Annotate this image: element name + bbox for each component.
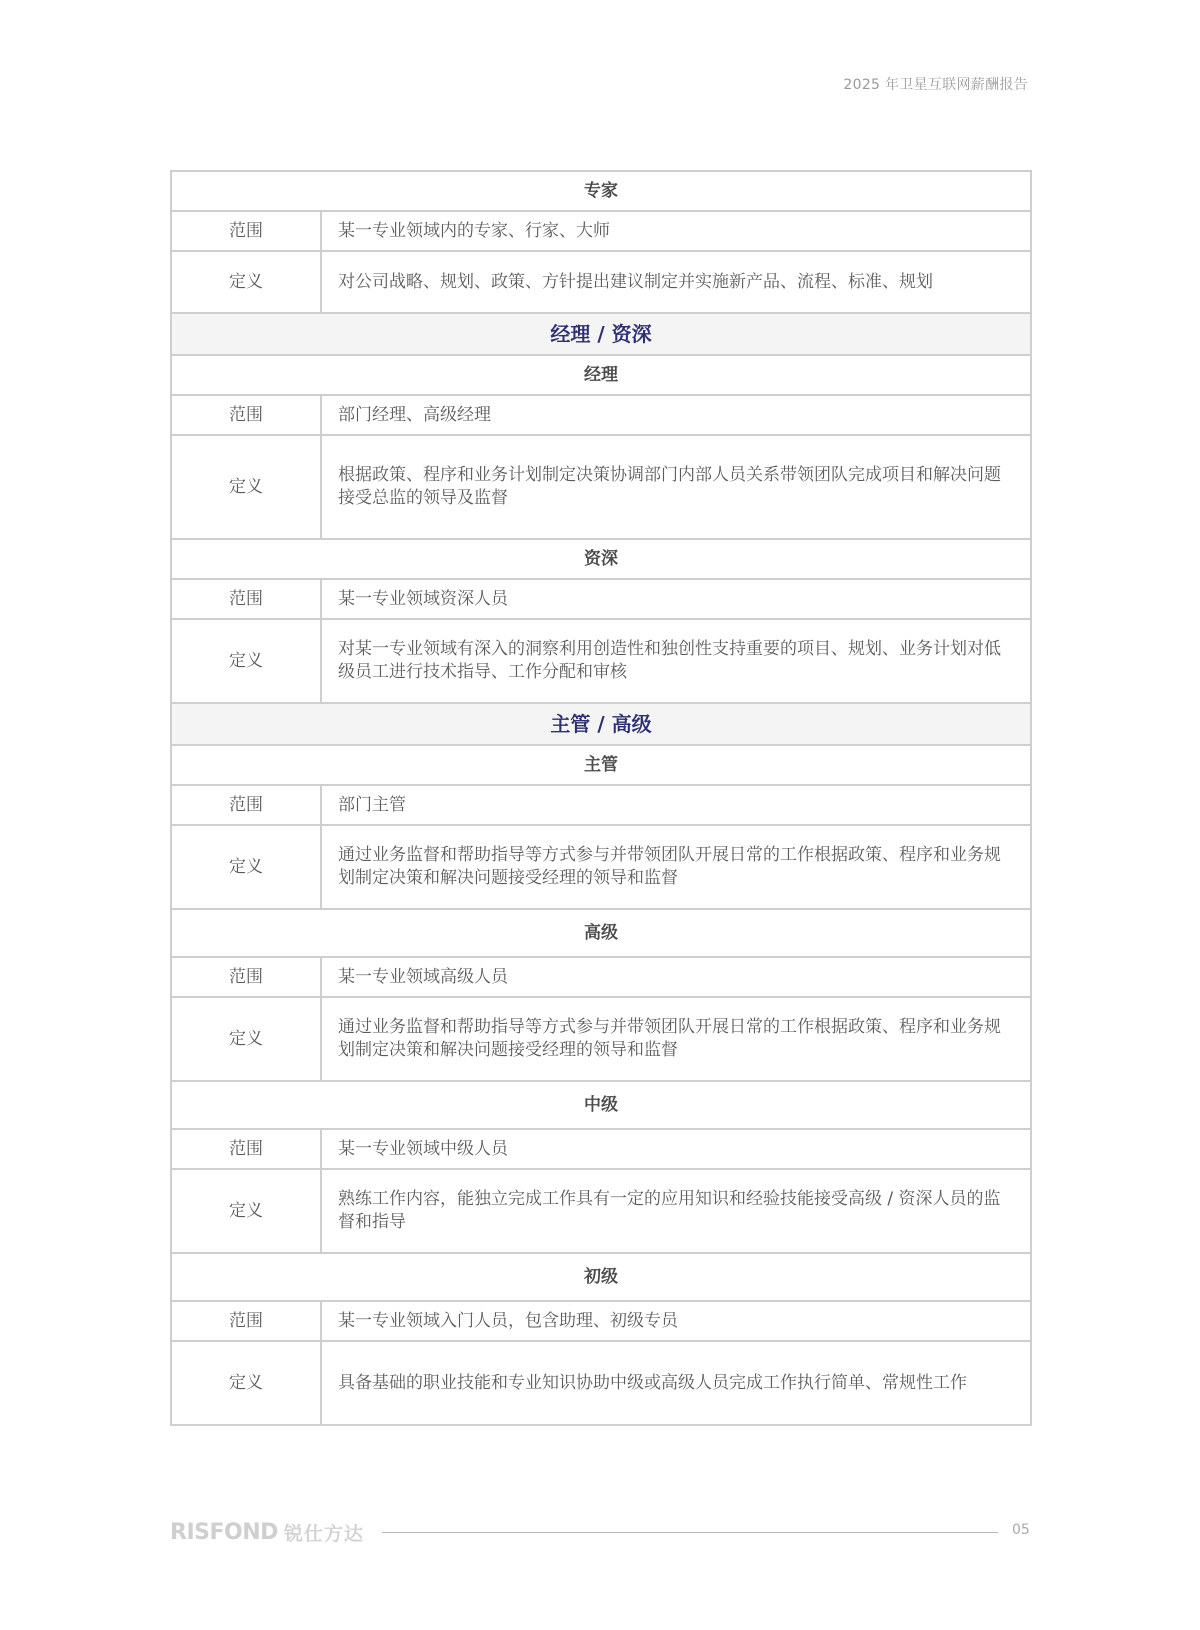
group-header-row	[171, 703, 1031, 745]
row-text: 通过业务监督和帮助指导等方式参与并带领团队开展日常的工作根据政策、程序和业务规划制定决策和解决问题接受经理的领导和监督	[321, 825, 1031, 909]
section-title: 专家	[171, 171, 1031, 211]
table-row	[171, 1129, 1031, 1169]
table-row	[171, 957, 1031, 997]
job-level-table-body	[171, 171, 1031, 1425]
row-label: 范围	[171, 957, 321, 997]
section-header-row	[171, 1253, 1031, 1301]
row-text: 根据政策、程序和业务计划制定决策协调部门内部人员关系带领团队完成项目和解决问题接受总监的领导及监督	[321, 435, 1031, 539]
table-row	[171, 825, 1031, 909]
section-header-row	[171, 171, 1031, 211]
row-text: 具备基础的职业技能和专业知识协助中级或高级人员完成工作执行简单、常规性工作	[321, 1341, 1031, 1425]
section-header-row	[171, 1081, 1031, 1129]
logo-latin-text: RISFOND	[170, 1519, 278, 1545]
risfond-logo	[170, 1518, 364, 1546]
table-row	[171, 579, 1031, 619]
logo-chinese-text: 锐仕方达	[283, 1522, 364, 1545]
section-header-row	[171, 539, 1031, 579]
section-header-row	[171, 745, 1031, 785]
table-row	[171, 395, 1031, 435]
section-title: 高级	[171, 909, 1031, 957]
table-row	[171, 785, 1031, 825]
row-label: 定义	[171, 825, 321, 909]
table-row	[171, 251, 1031, 313]
footer-divider	[382, 1532, 998, 1533]
section-title: 经理	[171, 355, 1031, 395]
table-row	[171, 1341, 1031, 1425]
row-label: 范围	[171, 579, 321, 619]
row-text: 对某一专业领域有深入的洞察利用创造性和独创性支持重要的项目、规划、业务计划对低级员工进行技术指导、工作分配和审核	[321, 619, 1031, 703]
section-title: 资深	[171, 539, 1031, 579]
row-text: 部门经理、高级经理	[321, 395, 1031, 435]
section-header-row	[171, 909, 1031, 957]
row-label: 范围	[171, 1129, 321, 1169]
table-row	[171, 211, 1031, 251]
group-header-row	[171, 313, 1031, 355]
row-text: 部门主管	[321, 785, 1031, 825]
table-row	[171, 997, 1031, 1081]
job-level-table-container	[170, 170, 1030, 1426]
row-label: 范围	[171, 395, 321, 435]
row-label: 范围	[171, 211, 321, 251]
row-text: 熟练工作内容，能独立完成工作具有一定的应用知识和经验技能接受高级 / 资深人员的监督和指导	[321, 1169, 1031, 1253]
row-label: 范围	[171, 1301, 321, 1341]
table-row	[171, 619, 1031, 703]
row-label: 定义	[171, 251, 321, 313]
table-row	[171, 1301, 1031, 1341]
job-level-table	[170, 170, 1032, 1426]
section-header-row	[171, 355, 1031, 395]
row-text: 对公司战略、规划、政策、方针提出建议制定并实施新产品、流程、标准、规划	[321, 251, 1031, 313]
table-row	[171, 1169, 1031, 1253]
section-title: 中级	[171, 1081, 1031, 1129]
row-label: 定义	[171, 997, 321, 1081]
row-label: 范围	[171, 785, 321, 825]
row-text: 某一专业领域中级人员	[321, 1129, 1031, 1169]
group-title: 主管 / 高级	[171, 703, 1031, 745]
row-text: 某一专业领域高级人员	[321, 957, 1031, 997]
row-text: 某一专业领域资深人员	[321, 579, 1031, 619]
row-text: 某一专业领域入门人员，包含助理、初级专员	[321, 1301, 1031, 1341]
report-header-title: 2025 年卫星互联网薪酬报告	[843, 77, 1028, 93]
group-title: 经理 / 资深	[171, 313, 1031, 355]
row-label: 定义	[171, 1341, 321, 1425]
table-row	[171, 435, 1031, 539]
row-label: 定义	[171, 619, 321, 703]
page-number: 05	[1012, 1522, 1030, 1538]
row-label: 定义	[171, 1169, 321, 1253]
section-title: 初级	[171, 1253, 1031, 1301]
row-label: 定义	[171, 435, 321, 539]
row-text: 通过业务监督和帮助指导等方式参与并带领团队开展日常的工作根据政策、程序和业务规划制定决策和解决问题接受经理的领导和监督	[321, 997, 1031, 1081]
section-title: 主管	[171, 745, 1031, 785]
row-text: 某一专业领域内的专家、行家、大师	[321, 211, 1031, 251]
